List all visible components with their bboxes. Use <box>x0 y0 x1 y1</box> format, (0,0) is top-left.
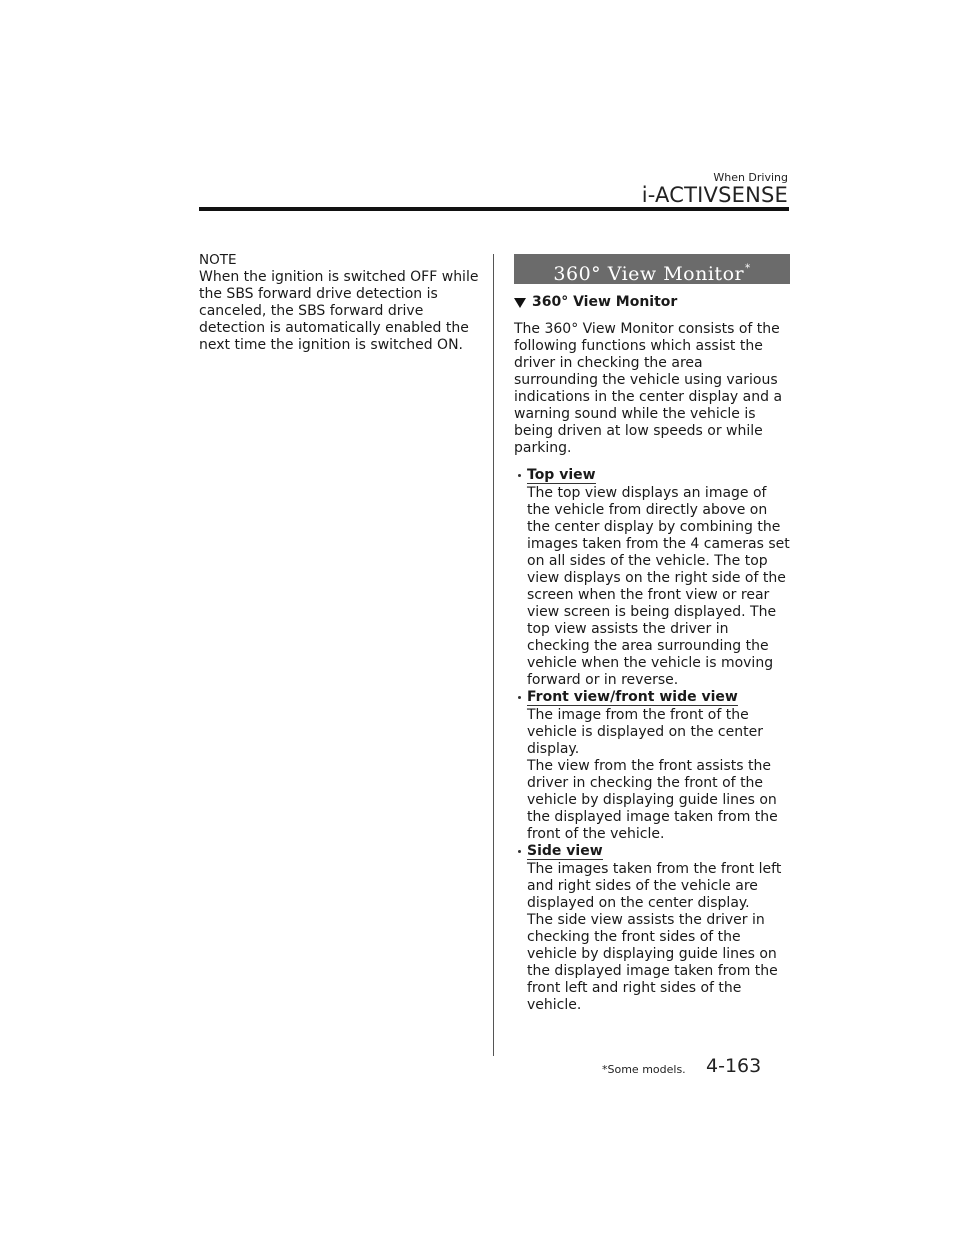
page-number: 4-163 <box>706 1055 762 1077</box>
triangle-down-icon <box>514 298 526 308</box>
item-text: The top view displays an image of the vehicle from directly above on the center display by combining the images taken from the 4 cameras set on all sides of the vehicle. The top view displays on the right side of the screen when the front view or rear view screen is being displayed. The top view assists the driver in checking the area surrounding the vehicle when the vehicle is moving forward or in reverse. <box>527 485 790 688</box>
item-text: The side view assists the driver in checking the front sides of the vehicle by displaying guide lines on the displayed image taken from the front left and right sides of the vehicle. <box>527 912 778 1013</box>
header-rule <box>199 207 789 211</box>
note-label: NOTE <box>199 252 237 268</box>
intro-paragraph: The 360° View Monitor consists of the following functions which assist the driver in checking the area surrounding the vehicle using various indications in the center display and a warning sound while the vehicle is being driven at low speeds or while parking. <box>514 321 783 456</box>
banner-footnote-mark: * <box>745 263 751 274</box>
item-title: Top view <box>527 467 596 483</box>
list-item <box>514 843 790 1014</box>
item-text: The view from the front assists the driver in checking the front of the vehicle by displaying guide lines on the displayed image taken from the front of the vehicle. <box>527 758 778 842</box>
note-text: When the ignition is switched OFF while the SBS forward drive detection is canceled, the SBS forward drive detection is automatically enabled the next time the ignition is switched ON. <box>199 269 479 353</box>
item-text: The image from the front of the vehicle is displayed on the center display. <box>527 707 763 757</box>
header-section: When Driving <box>713 171 788 184</box>
bullet-dot-icon <box>518 474 521 477</box>
item-text: The images taken from the front left and right sides of the vehicle are displayed on the center display. <box>527 861 782 911</box>
right-column <box>514 254 790 1014</box>
bullet-dot-icon <box>518 696 521 699</box>
list-item <box>514 689 790 843</box>
sub-heading <box>514 294 790 311</box>
chapter-title: i-ACTIVSENSE <box>641 183 788 207</box>
banner-title: 360° View Monitor <box>553 263 745 285</box>
bullet-dot-icon <box>518 850 521 853</box>
sub-heading-text: 360° View Monitor <box>532 294 678 310</box>
footer-note: *Some models. <box>602 1063 686 1076</box>
item-title: Front view/front wide view <box>527 689 738 705</box>
column-divider <box>493 254 494 1056</box>
section-banner <box>514 254 790 284</box>
function-list <box>514 467 790 1014</box>
left-column <box>199 252 479 354</box>
item-title: Side view <box>527 843 603 859</box>
list-item <box>514 467 790 689</box>
